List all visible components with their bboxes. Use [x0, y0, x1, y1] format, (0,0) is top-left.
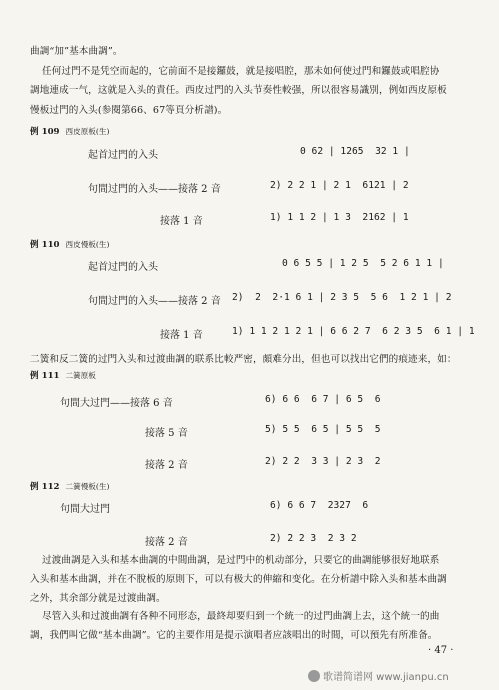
- example-109-phrase-1: 起首过門的入头: [88, 150, 158, 161]
- example-110-score-3: 1) 1 1 2 1 2 1 | 6 6 2 7 6 2 3 5 6 1 | 1: [232, 326, 475, 337]
- example-110-phrase-3: 接落 1 音: [160, 330, 203, 341]
- example-109-score-3: 1) 1 1 2 | 1 3 2162 | 1: [270, 212, 409, 223]
- example-111-phrase-1: 句間大过門——接落 6 音: [60, 398, 173, 409]
- example-110-score-2: 2) 2 2·1 6 1 | 2 3 5 5 6 1 2 1 | 2: [232, 292, 452, 303]
- example-112-score-1: 6) 6 6 7 2327 6: [270, 500, 369, 511]
- example-111-phrase-3: 接落 2 音: [145, 460, 188, 471]
- example-111-score-3: 2) 2 2 3 3 | 2 3 2: [265, 456, 381, 467]
- example-112-phrase-2: 接落 2 音: [145, 537, 188, 548]
- closing-line-2: 入头和基本曲調，并在不脫板的原則下，可以有极大的伸縮和变化。在分析譜中除入头和基本曲調: [30, 574, 447, 585]
- example-110-heading: [30, 238, 109, 250]
- example-109-score-1: 0 62 | 1265 32 1 |: [300, 146, 410, 157]
- example-112-heading: [30, 480, 109, 492]
- example-label: 例 112: [30, 482, 60, 492]
- closing-line-4: 尽管入头和过渡曲調有各种不同形态，最終却要归到一个統一的过門曲調上去，这个統一的曲: [42, 611, 440, 622]
- example-111-phrase-2: 接落 5 音: [145, 428, 188, 439]
- watermark-logo-icon: [308, 670, 320, 682]
- closing-line-3: 之外，其余部分就是过渡曲調。: [30, 593, 166, 604]
- example-109-phrase-2: 句間过門的入头——接落 2 音: [88, 184, 221, 195]
- example-title: 西皮慢板(生): [65, 240, 110, 249]
- example-112-score-2: 2) 2 2 3 2 3 2: [270, 533, 357, 544]
- example-title: 二簧原板: [65, 371, 96, 380]
- paragraph-line-4: 慢板过門的入头(参閱第66、67等頁分析譜)。: [30, 105, 228, 116]
- paragraph-line-3: 調地連成一气，这就是入头的責任。西皮过門的入头节奏性較强，所以很容易識別，例如西皮原板: [30, 85, 447, 96]
- paragraph-line-1: 曲調“加”基本曲調”。: [30, 46, 123, 57]
- paragraph-line-2: 任何过門不是凭空而起的，它前面不是接鑼鼓，就是接唱腔，那未如何使过門和鑼鼓或唱腔协: [42, 66, 440, 77]
- example-label: 例 111: [30, 371, 60, 381]
- example-109-score-2: 2) 2 2 1 | 2 1 6121 | 2: [270, 180, 409, 191]
- example-110-phrase-2: 句間过門的入头——接落 2 音: [88, 296, 221, 307]
- example-112-phrase-1: 句間大过門: [60, 504, 110, 515]
- example-109-phrase-3: 接落 1 音: [160, 216, 203, 227]
- watermark-text: 歌谱简谱网 www.jianpu.cn: [323, 672, 449, 683]
- middle-paragraph: 二簧和反二簧的过門入头和过渡曲調的联系比較严密，頗难分出，但也可以找出它們的痕迹来，如：: [30, 354, 457, 365]
- closing-line-1: 过渡曲調是入头和基本曲調的中間曲調，是过門中的机动部分，只要它的曲調能够很好地联系: [42, 555, 440, 566]
- example-110-phrase-1: 起首过門的入头: [88, 262, 158, 273]
- page-number: · 47 ·: [428, 645, 454, 656]
- example-110-score-1: 0 6 5 5 | 1 2 5 5 2 6 1 1 |: [282, 258, 444, 269]
- example-title: 西皮原板(生): [65, 127, 110, 136]
- example-title: 二簧慢板(生): [65, 482, 110, 491]
- example-111-heading: [30, 369, 96, 381]
- example-111-score-2: 5) 5 5 6 5 | 5 5 5: [265, 424, 381, 435]
- watermark: [308, 668, 449, 683]
- closing-line-5: 調，我們叫它做“基本曲調”。它的主要作用是提示演唱者应該唱出的时間，可以預先有所准备。: [30, 630, 438, 641]
- example-109-heading: [30, 125, 109, 137]
- example-111-score-1: 6) 6 6 6 7 | 6 5 6: [265, 394, 381, 405]
- example-label: 例 110: [30, 240, 60, 250]
- example-label: 例 109: [30, 127, 60, 137]
